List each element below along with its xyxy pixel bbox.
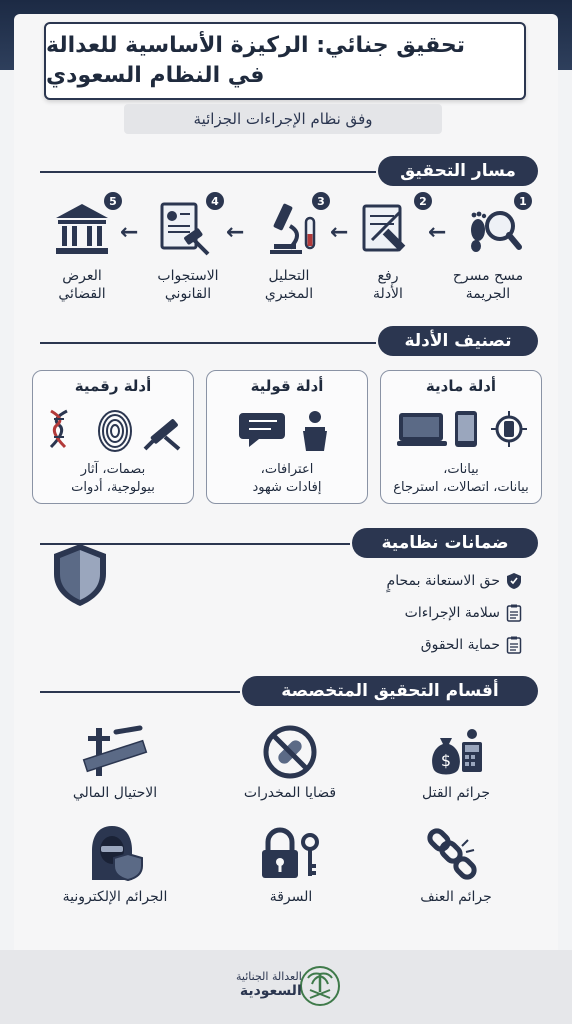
step-label: مسح مسرح الجريمة: [452, 268, 524, 302]
step-label: الاستجواب القانوني: [157, 268, 219, 302]
step-number: 5: [104, 192, 122, 210]
dna-fingerprint-tool-icon: [45, 407, 185, 453]
microscope-icon: [260, 200, 320, 256]
department-label: قضايا المخدرات: [243, 785, 337, 801]
guarantee-item: سلامة الإجراءات: [405, 604, 522, 622]
arrow-left-icon: ←: [226, 220, 245, 245]
step-number: 4: [206, 192, 224, 210]
section-rule: [40, 691, 240, 693]
section-rule: [40, 171, 376, 173]
department-label: جرائم العنف: [420, 889, 492, 905]
arrow-left-icon: ←: [120, 220, 139, 245]
arrow-left-icon: ←: [330, 220, 349, 245]
shield-icon: [52, 542, 108, 608]
page-title-line1: تحقيق جنائي: الركيزة الأساسية للعدالة: [46, 33, 466, 58]
card-title: أدلة مادية: [425, 377, 497, 395]
step-number: 2: [414, 192, 432, 210]
devices-icon: [397, 407, 531, 453]
svg-text:$: $: [440, 751, 452, 770]
department-label: السرقة: [269, 889, 313, 905]
arrow-left-icon: ←: [428, 220, 447, 245]
evidence-card-verbal: [206, 370, 368, 504]
step-label: رفع الأدلة: [373, 268, 403, 302]
footprint-magnifier-icon: [462, 200, 522, 256]
document-gavel-icon: [156, 200, 216, 256]
evidence-card-physical: [380, 370, 542, 504]
step-number: 1: [514, 192, 532, 210]
step-label: التحليل المخبري: [264, 268, 314, 302]
crime-scene-tape-icon: [82, 724, 148, 780]
broken-chain-icon: [426, 826, 482, 882]
no-drugs-icon: [262, 724, 318, 780]
card-desc: اعترافات، إفادات شهود: [252, 462, 322, 495]
department-label: جرائم القتل: [422, 785, 490, 801]
guarantee-item: حق الاستعانة بمحامٍ: [387, 572, 522, 590]
footer-logo-text: العدالة الجنائية السعودية: [236, 970, 302, 999]
section-heading-departments: أقسام التحقيق المتخصصة: [242, 676, 538, 706]
emblem-palm-swords-icon: [300, 964, 340, 1008]
card-title: أدلة رقمية: [74, 377, 152, 395]
checklist-icon: [506, 604, 522, 622]
padlock-key-icon: [258, 826, 324, 882]
section-heading-guarantees: ضمانات نظامية: [352, 528, 538, 558]
department-label: الاحتيال المالي: [72, 785, 158, 801]
section-heading-evidence: تصنيف الأدلة: [378, 326, 538, 356]
card-desc: بيانات، بيانات، اتصالات، استرجاع: [393, 462, 529, 495]
courthouse-icon: [52, 202, 112, 256]
shield-check-icon: [506, 572, 522, 590]
speech-podium-icon: [239, 407, 339, 453]
guarantee-item: حماية الحقوق: [421, 636, 522, 654]
step-label: العرض القضائي: [58, 268, 106, 302]
checklist-icon: [506, 636, 522, 654]
section-rule: [40, 342, 376, 344]
evidence-board-icon: [360, 200, 416, 256]
card-desc: بصمات، آثار بيولوجية، أدوات: [71, 462, 155, 495]
money-bag-calculator-icon: [426, 728, 486, 778]
section-heading-process: مسار التحقيق: [378, 156, 538, 186]
card-title: أدلة قولية: [250, 377, 324, 395]
title-banner: [44, 22, 526, 100]
hacker-shield-icon: [86, 824, 146, 882]
page-subtitle: وفق نظام الإجراءات الجزائية: [124, 104, 442, 134]
step-number: 3: [312, 192, 330, 210]
department-label: الجرائم الإلكترونية: [62, 889, 168, 905]
page-title-line2: في النظام السعودي: [46, 63, 265, 88]
evidence-card-digital: [32, 370, 194, 504]
